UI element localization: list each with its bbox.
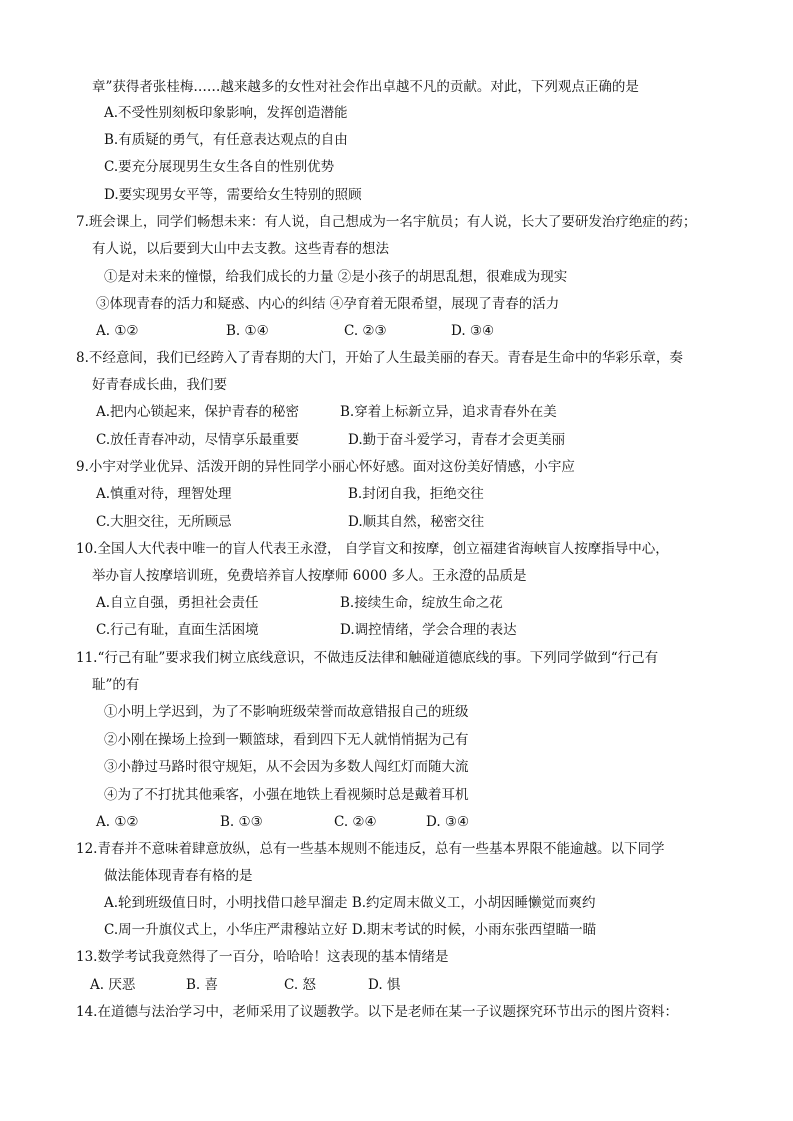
q13-option-d: D. 惧: [368, 977, 401, 993]
q9-option-a: A.慎重对待，理智处理: [96, 486, 232, 502]
q8-stem: 8.不经意间，我们已经跨入了青春期的大门，开始了人生最美丽的春天。青春是生命中的华彩乐章，奏: [76, 350, 683, 366]
q6-stem-tail: 章”获得者张桂梅……越来越多的女性对社会作出卓越不凡的贡献。对此，下列观点正确的是: [92, 79, 639, 95]
q7-option-b: B. ①④: [226, 323, 269, 339]
q10-option-c: C.行己有耻，直面生活困境: [96, 622, 259, 638]
q11-option-c: C. ②④: [334, 814, 377, 830]
q11-stem-cont: 耻”的有: [92, 677, 140, 693]
q10-options-row-2: [96, 621, 517, 639]
q11-statement-1: ①小明上学迟到，为了不影响班级荣誉而故意错报自己的班级: [104, 704, 469, 720]
q13-option-b: B. 喜: [186, 977, 219, 993]
q12-stem-cont: 做法能体现青春有格的是: [104, 868, 253, 884]
q7-statement-3-4: ③体现青春的活力和疑惑、内心的纠结 ④孕育着无限希望，展现了青春的活力: [96, 296, 560, 312]
q10-option-a: A.自立自强，勇担社会责任: [96, 595, 259, 611]
q14-stem: 14.在道德与法治学习中，老师采用了议题教学。以下是老师在某一子议题探究环节出示的图片资料：: [76, 1004, 678, 1020]
q9-stem: 9.小宇对学业优异、活泼开朗的异性同学小丽心怀好感。面对这份美好情感，小宇应: [76, 459, 575, 475]
q11-option-b: B. ①③: [220, 814, 263, 830]
q7-option-a: A. ①②: [96, 323, 139, 339]
q8-options-row-1: [96, 403, 557, 421]
q8-option-d: D.勤于奋斗爱学习，青春才会更美丽: [348, 432, 566, 448]
q10-option-d: D.调控情绪，学会合理的表达: [340, 622, 517, 638]
q11-options: [96, 813, 469, 831]
q11-stem: 11.“行己有耻”要求我们树立底线意识，不做违反法律和触碰道德底线的事。下列同学做到“行己有: [76, 650, 659, 666]
q7-stem-cont: 有人说，以后要到大山中去支教。这些青春的想法: [92, 241, 389, 257]
q13-stem: 13.数学考试我竟然得了一百分，哈哈哈！这表现的基本情绪是: [76, 949, 449, 965]
q9-options-row-1: [96, 485, 484, 503]
q8-option-c: C.放任青春冲动，尽情享乐最重要: [96, 432, 300, 448]
q8-stem-cont: 好青春成长曲，我们要: [92, 377, 227, 393]
q11-statement-3: ③小静过马路时很守规矩，从不会因为多数人闯红灯而随大流: [104, 759, 469, 775]
q8-option-a: A.把内心锁起来，保护青春的秘密: [96, 404, 300, 420]
q7-statement-1-2: ①是对未来的憧憬，给我们成长的力量 ②是小孩子的胡思乱想，很难成为现实: [104, 269, 568, 285]
q13-option-c: C. 怒: [284, 977, 316, 993]
q11-option-d: D. ③④: [426, 814, 470, 830]
q10-stem-cont: 举办盲人按摩培训班，免费培养盲人按摩师 6000 多人。王永澄的品质是: [92, 568, 527, 584]
q9-option-b: B.封闭自我，拒绝交往: [348, 486, 484, 502]
q6-option-d: D.要实现男女平等，需要给女生特别的照顾: [104, 187, 362, 203]
q11-statement-2: ②小刚在操场上捡到一颗篮球，看到四下无人就悄悄据为己有: [104, 732, 469, 748]
q10-options-row-1: [96, 594, 503, 612]
q9-option-d: D.顺其自然，秘密交往: [348, 514, 485, 530]
q11-statement-4: ④为了不打扰其他乘客，小强在地铁上看视频时总是戴着耳机: [104, 787, 469, 803]
q8-option-b: B.穿着上标新立异，追求青春外在美: [340, 404, 557, 420]
q13-option-a: A. 厌恶: [90, 977, 136, 993]
q12-options-row-2: C.周一升旗仪式上，小华庄严肃穆站立好 D.期末考试的时候，小雨东张西望瞄一瞄: [104, 922, 597, 938]
q13-options: [90, 976, 400, 994]
q8-options-row-2: [96, 431, 565, 449]
q10-option-b: B.接续生命，绽放生命之花: [340, 595, 503, 611]
q10-stem: 10.全国人大代表中唯一的盲人代表王永澄， 自学盲文和按摩，创立福建省海峡盲人按摩指导中心，: [76, 541, 669, 557]
q6-option-b: B.有质疑的勇气，有任意表达观点的自由: [104, 132, 348, 148]
q7-option-d: D. ③④: [451, 323, 495, 339]
q6-option-c: C.要充分展现男生女生各自的性别优势: [104, 159, 335, 175]
q7-options: [96, 322, 494, 340]
q9-option-c: C.大胆交往，无所顾忌: [96, 514, 232, 530]
q12-stem: 12.青春并不意味着肆意放纵，总有一些基本规则不能违反，总有一些基本界限不能逾越。以下同学: [76, 841, 665, 857]
q7-stem: 7.班会课上，同学们畅想未来：有人说，自己想成为一名宇航员；有人说，长大了要研发治疗绝症的药；: [76, 214, 697, 230]
q7-option-c: C. ②③: [344, 323, 387, 339]
q12-options-row-1: A.轮到班级值日时，小明找借口趁早溜走 B.约定周末做义工，小胡因睡懒觉而爽约: [104, 895, 596, 911]
q9-options-row-2: [96, 513, 484, 531]
q11-option-a: A. ①②: [96, 814, 139, 830]
q6-option-a: A.不受性别刻板印象影响，发挥创造潜能: [104, 105, 348, 121]
